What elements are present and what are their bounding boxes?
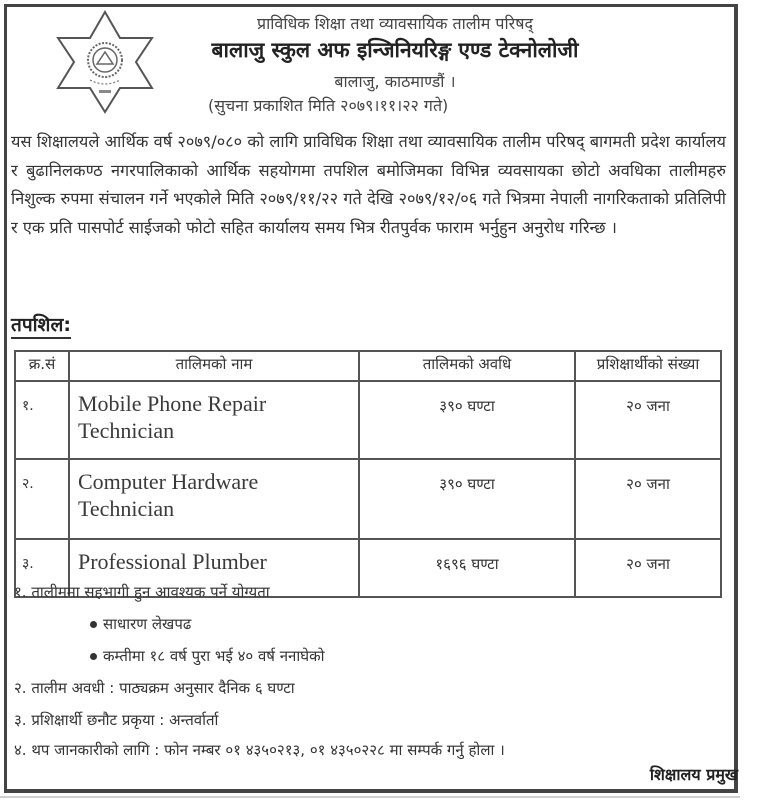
header-trainee-count: प्रशिक्षार्थीको संख्या <box>575 351 721 381</box>
training-table <box>14 350 722 598</box>
row-duration: १६९६ घण्टा <box>359 539 575 597</box>
row-training-name: Computer Hardware Technician <box>69 459 359 539</box>
header-training-name: तालिमको नाम <box>69 351 359 381</box>
note-selection: ३. प्रशिक्षार्थी छनौट प्रकृया : अन्तर्वार्ता <box>14 711 219 729</box>
row-serial: ३. <box>15 539 69 597</box>
eligibility-item <box>90 614 191 634</box>
header-serial: क्र.सं <box>15 351 69 381</box>
eligibility-item-text: साधारण लेखपढ <box>103 615 192 633</box>
row-training-name: Mobile Phone Repair Technician <box>69 381 359 459</box>
row-trainee-count: २० जना <box>575 459 721 539</box>
header-duration: तालिमको अवधि <box>359 351 575 381</box>
table-header-row <box>15 351 721 381</box>
note-contact: ४. थप जानकारीको लागि : फोन नम्बर ०१ ४३५०२१३, ०१ ४३५०२२८ मा सम्पर्क गर्नु होला । <box>14 741 505 759</box>
row-trainee-count: २० जना <box>575 381 721 459</box>
notice-body: यस शिक्षालयले आर्थिक वर्ष २०७९/०८० को लागि प्राविधिक शिक्षा तथा व्यावसायिक तालीम परिषद् बागमती प्रदेश कार्यालय र बुढानिलकण्ठ नगरपालिकाको आर्थिक सहयोगमा तपशिल बमोजिमका विभिन्न व्यवसायका छोटो अवधिका तालीमहरु निशुल्क रुपमा संचालन गर्ने भएकोले मिति २०७९/११/२२ गते देखि २०७९/१२/०६ गते भित्रमा नेपाली नागरिकताको प्रतिलिपी र एक प्रति पासपोर्ट साईजको फोटो सहित कार्यालय समय भित्र रीतपुर्वक फाराम भर्नुहुन अनुरोध गरिन्छ । <box>11 132 726 237</box>
note-duration: २. तालीम अवधी : पाठ्यक्रम अनुसार दैनिक ६ घण्टा <box>14 679 295 697</box>
school-address: बालाजु, काठमाण्डौं । <box>334 72 456 91</box>
row-training-name: Professional Plumber <box>69 539 359 597</box>
nepal-emblem-star-icon <box>52 10 158 114</box>
bullet-icon <box>90 653 97 660</box>
row-duration: ३९० घण्टा <box>359 459 575 539</box>
bullet-icon <box>90 621 97 628</box>
bottom-divider <box>0 796 740 798</box>
note-eligibility-title: १. तालीममा सहभागी हुन आवश्यक पर्ने योग्यता <box>14 583 270 601</box>
table-row <box>15 381 721 459</box>
council-name: प्राविधिक शिक्षा तथा व्यावसायिक तालीम परिषद् <box>257 14 533 33</box>
school-name: बालाजु स्कुल अफ इन्जिनियरिङ्ग एण्ड टेक्नोलोजी <box>211 38 579 62</box>
notice-date: (सुचना प्रकाशित मिति २०७९।११।२२ गते) <box>208 96 449 115</box>
row-serial: २. <box>15 459 69 539</box>
signature-title: शिक्षालय प्रमुख <box>649 765 738 784</box>
eligibility-item <box>90 646 325 666</box>
eligibility-item-text: कम्तीमा १८ वर्ष पुरा भई ४० वर्ष ननाघेको <box>103 647 325 665</box>
table-row <box>15 459 721 539</box>
row-duration: ३९० घण्टा <box>359 381 575 459</box>
row-serial: १. <box>15 381 69 459</box>
schedule-heading: तपशिल: <box>11 313 71 339</box>
row-trainee-count: २० जना <box>575 539 721 597</box>
